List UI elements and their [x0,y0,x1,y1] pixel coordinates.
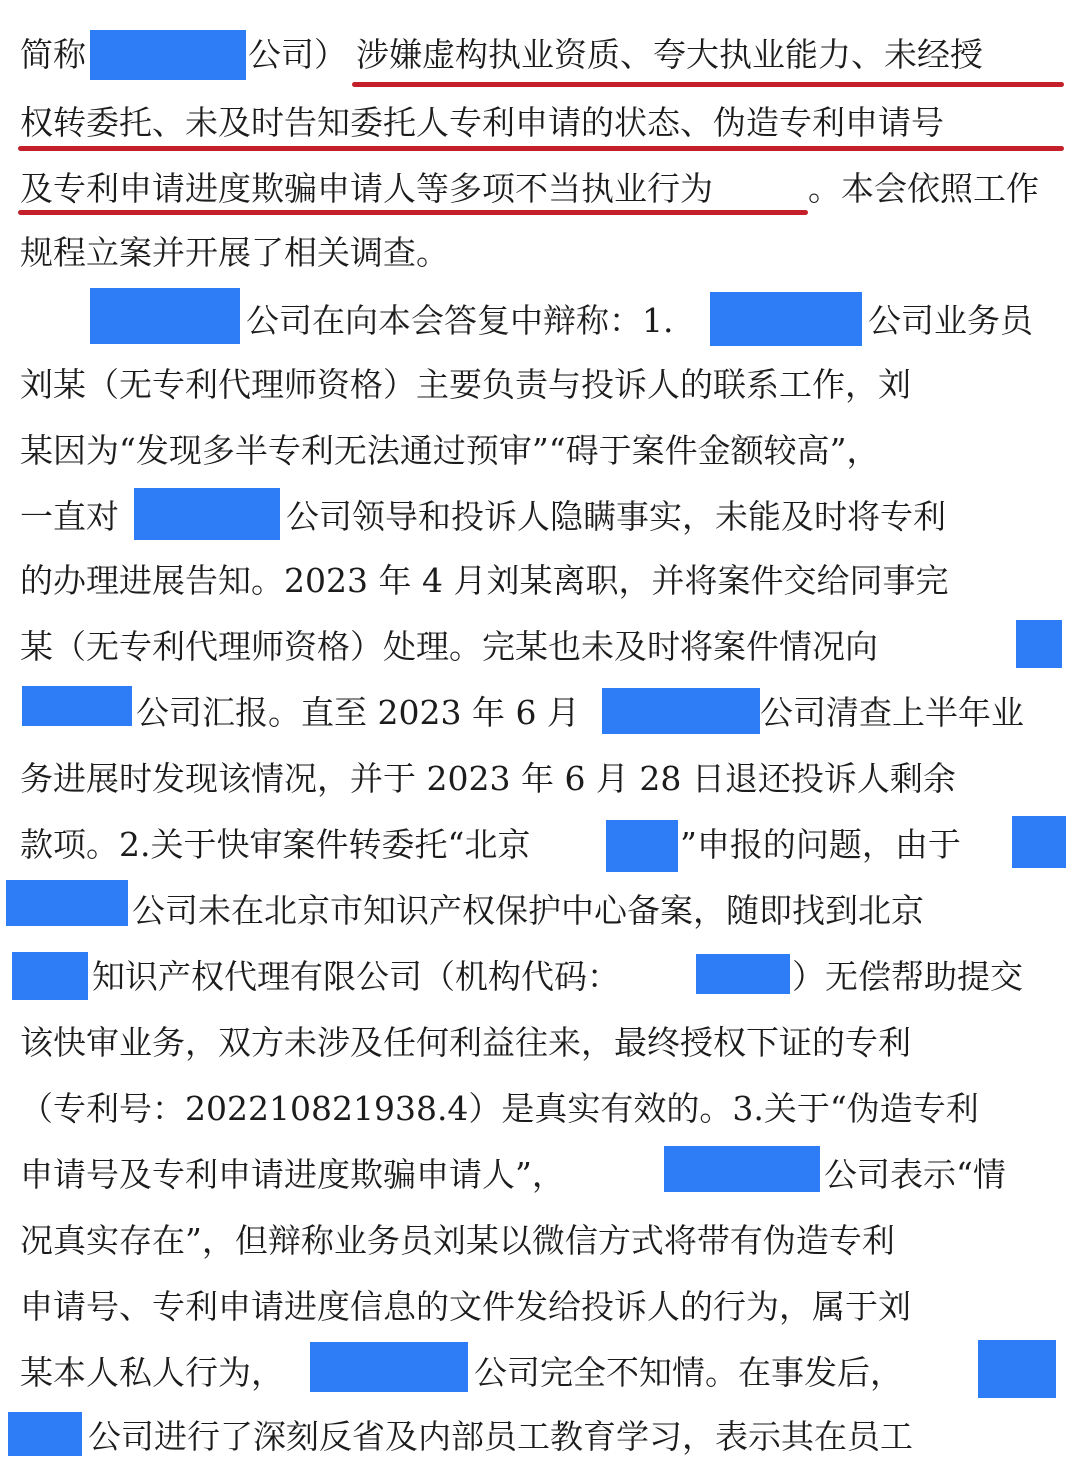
text-segment: 公司领导和投诉人隐瞒事实，未能及时将专利 [286,497,946,536]
redaction-block [90,30,246,80]
text-segment: 某因为“发现多半专利无法通过预审”“碍于案件金额较高”， [20,431,880,470]
text-segment: 。本会依照工作 [808,169,1039,208]
redaction-block [664,1146,820,1192]
text-line [0,614,1080,680]
text-segment: 刘某（无专利代理师资格）主要负责与投诉人的联系工作，刘 [20,365,911,404]
text-segment: 公司未在北京市知识产权保护中心备案，随即找到北京 [132,891,924,930]
text-segment: 公司汇报。直至 2023 年 6 月 [136,693,580,732]
text-segment: 某本人私人行为， [20,1353,284,1392]
redaction-block [1016,620,1062,668]
redaction-block [1012,816,1066,868]
redaction-block [6,880,128,926]
red-underline [18,210,808,215]
redaction-block [978,1340,1056,1398]
text-segment: 款项。2.关于快审案件转委托“北京 [20,825,531,864]
redaction-block [134,488,280,540]
red-underline [352,82,1064,87]
text-line [0,288,1080,354]
text-line [0,1208,1080,1274]
text-line [0,352,1080,418]
text-line [0,680,1080,746]
text-segment: 申请号、专利申请进度信息的文件发给投诉人的行为，属于刘 [20,1287,911,1326]
text-segment: 该快审业务，双方未涉及任何利益往来，最终授权下证的专利 [20,1023,911,1062]
text-line [0,1076,1080,1142]
text-line [0,878,1080,944]
redaction-block [710,292,862,346]
text-line [0,812,1080,878]
redaction-block [8,1412,82,1456]
text-segment: 一直对 [20,497,119,536]
text-line [0,1340,1080,1406]
text-segment: 公司进行了深刻反省及内部员工教育学习，表示其在员工 [88,1417,913,1456]
text-segment: 权转委托、未及时告知委托人专利申请的状态、伪造专利申请号 [20,103,944,142]
text-segment: 况真实存在”，但辩称业务员刘某以微信方式将带有伪造专利 [20,1221,895,1260]
redaction-block [606,820,678,872]
text-segment: 务进展时发现该情况，并于 2023 年 6 月 28 日退还投诉人剩余 [20,759,956,798]
redaction-block [12,952,88,1000]
text-line [0,22,1080,88]
text-line [0,484,1080,550]
text-segment: ）无偿帮助提交 [792,957,1023,996]
text-segment: 公司在向本会答复中辩称：1. [246,301,674,340]
text-line [0,944,1080,1010]
text-line [0,1404,1080,1470]
text-segment: 公司业务员 [868,301,1033,340]
redaction-block [22,686,132,726]
text-segment: 简称 [20,35,86,74]
text-line [0,1142,1080,1208]
text-line [0,1274,1080,1340]
text-segment: （专利号：202210821938.4）是真实有效的。3.关于“伪造专利 [20,1089,979,1128]
text-line [0,418,1080,484]
text-segment: 公司清查上半年业 [760,693,1024,732]
redaction-block [696,954,790,994]
text-segment: ”申报的问题，由于 [680,825,961,864]
text-segment: 的办理进展告知。2023 年 4 月刘某离职，并将案件交给同事完 [20,561,949,600]
text-segment: 规程立案并开展了相关调查。 [20,233,449,272]
text-line [0,220,1080,286]
text-segment: 公司完全不知情。在事发后， [474,1353,903,1392]
redaction-block [310,1342,468,1392]
redaction-block [602,688,760,734]
text-line [0,746,1080,812]
text-segment: 及专利申请进度欺骗申请人等多项不当执业行为 [20,169,713,208]
text-segment: 公司） [248,35,347,74]
text-segment: 申请号及专利申请进度欺骗申请人”， [20,1155,565,1194]
redaction-block [90,288,240,344]
red-underline [18,146,1064,151]
text-segment: 公司表示“情 [824,1155,1006,1194]
text-segment: 知识产权代理有限公司（机构代码： [92,957,620,996]
text-segment: 某（无专利代理师资格）处理。完某也未及时将案件情况向 [20,627,878,666]
text-line [0,548,1080,614]
text-line [0,1010,1080,1076]
text-segment: 涉嫌虚构执业资质、夸大执业能力、未经授 [356,35,983,74]
